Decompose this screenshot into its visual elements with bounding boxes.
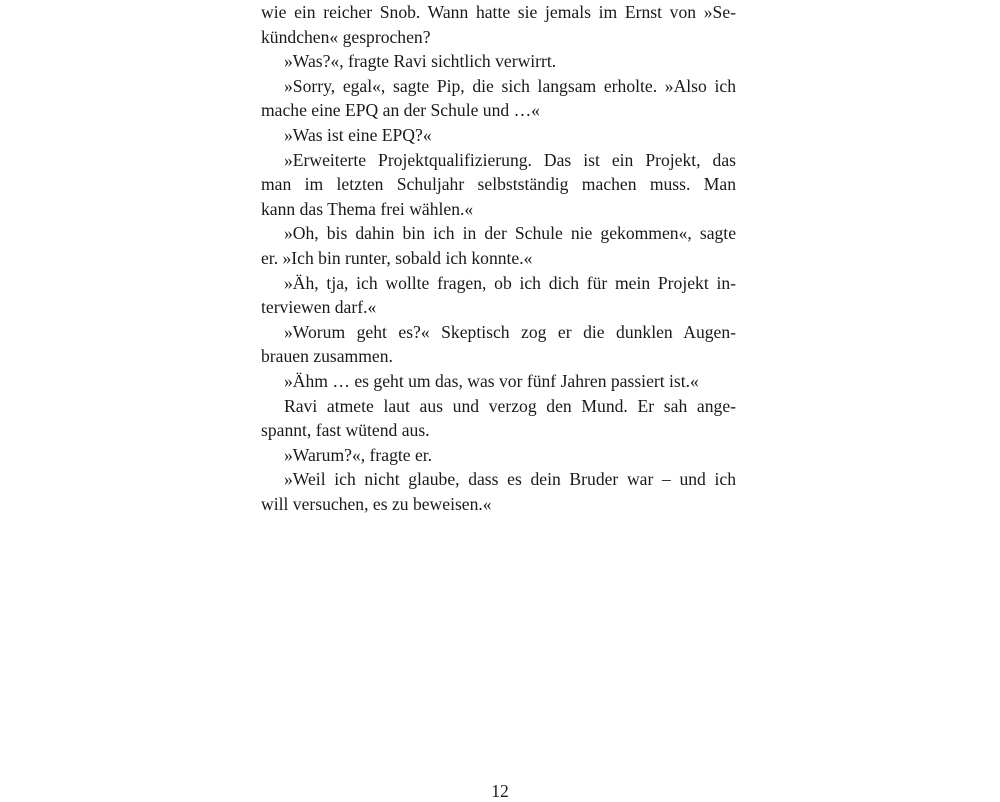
text-line: will versuchen, es zu beweisen.« bbox=[261, 493, 492, 514]
page-number: 12 bbox=[491, 781, 509, 801]
text-line: er. »Ich bin runter, sobald ich konnte.« bbox=[261, 247, 533, 268]
book-text-column bbox=[261, 0, 736, 516]
text-line: terviewen darf.« bbox=[261, 297, 377, 318]
text-line: kann das Thema frei wählen.« bbox=[261, 198, 474, 219]
text-line: kündchen« gesprochen? bbox=[261, 26, 431, 47]
text-line: »Sorry, egal«, sagte Pip, die sich langsam erholte. »Also ich bbox=[284, 75, 736, 96]
text-line: »Worum geht es?« Skeptisch zog er die dunklen Augen- bbox=[284, 321, 736, 342]
text-line: »Erweiterte Projektqualifizierung. Das ist ein Projekt, das bbox=[284, 149, 736, 170]
text-line: mache eine EPQ an der Schule und …« bbox=[261, 100, 540, 121]
text-line: spannt, fast wütend aus. bbox=[261, 420, 430, 441]
text-line: Ravi atmete laut aus und verzog den Mund. Er sah ange- bbox=[284, 395, 736, 416]
text-line: brauen zusammen. bbox=[261, 346, 393, 367]
text-line: »Weil ich nicht glaube, dass es dein Bruder war – und ich bbox=[284, 469, 736, 490]
text-line: »Ähm … es geht um das, was vor fünf Jahren passiert ist.« bbox=[284, 370, 699, 391]
text-line: »Äh, tja, ich wollte fragen, ob ich dich für mein Projekt in- bbox=[284, 272, 736, 293]
text-line: »Was?«, fragte Ravi sichtlich verwirrt. bbox=[284, 51, 557, 72]
text-line: wie ein reicher Snob. Wann hatte sie jemals im Ernst von »Se- bbox=[261, 2, 736, 22]
text-line: »Oh, bis dahin bin ich in der Schule nie gekommen«, sagte bbox=[284, 223, 736, 244]
text-line: »Was ist eine EPQ?« bbox=[284, 124, 432, 145]
text-line: »Warum?«, fragte er. bbox=[284, 444, 433, 465]
text-line: man im letzten Schuljahr selbstständig machen muss. Man bbox=[261, 174, 736, 195]
